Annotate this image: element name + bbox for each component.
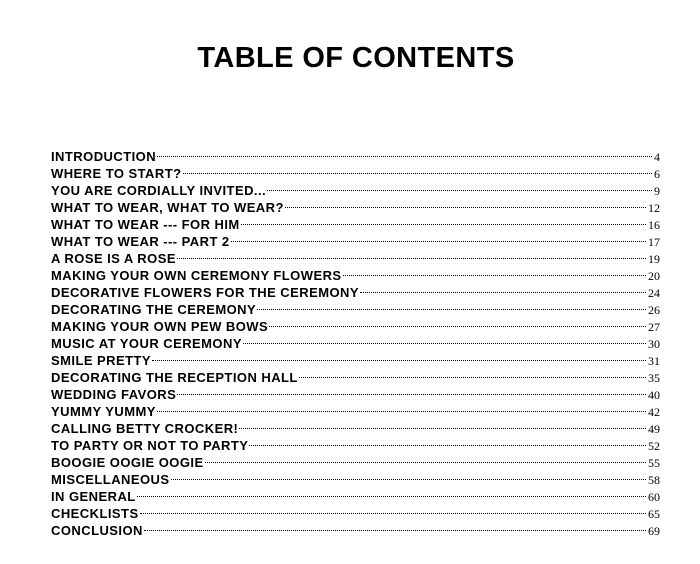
toc-list — [51, 144, 660, 538]
dot-leader — [137, 484, 646, 501]
toc-page-number: 31 — [648, 354, 660, 368]
toc-entry-title: SMILE PRETTY — [51, 353, 152, 368]
toc-page-number: 65 — [648, 507, 660, 521]
toc-entry-title: CONCLUSION — [51, 523, 143, 538]
toc-page-number: 24 — [648, 286, 660, 300]
toc-page-number: 12 — [648, 201, 660, 215]
dot-leader — [241, 212, 646, 229]
dot-leader — [171, 467, 646, 484]
dot-leader — [360, 280, 646, 297]
toc-entry-title: BOOGIE OOGIE OOGIE — [51, 455, 204, 470]
dot-leader — [140, 501, 646, 518]
toc-entry[interactable] — [51, 484, 660, 504]
page-title: TABLE OF CONTENTS — [197, 42, 515, 74]
dot-leader — [257, 297, 646, 314]
toc-page-number: 69 — [648, 524, 660, 538]
toc-entry-title: WHAT TO WEAR, WHAT TO WEAR? — [51, 200, 284, 215]
toc-page-number: 6 — [654, 167, 660, 181]
toc-page-number: 55 — [648, 456, 660, 470]
toc-entry-title: TO PARTY OR NOT TO PARTY — [51, 438, 249, 453]
toc-page-number: 52 — [648, 439, 660, 453]
dot-leader — [152, 348, 646, 365]
toc-page-number: 35 — [648, 371, 660, 385]
toc-page-number: 20 — [648, 269, 660, 283]
toc-entry[interactable] — [51, 518, 660, 538]
toc-page-number: 19 — [648, 252, 660, 266]
toc-entry-title: YUMMY YUMMY — [51, 404, 156, 419]
dot-leader — [177, 382, 646, 399]
toc-entry-title: MAKING YOUR OWN CEREMONY FLOWERS — [51, 268, 342, 283]
dot-leader — [285, 195, 646, 212]
toc-entry-title: WHAT TO WEAR --- PART 2 — [51, 234, 230, 249]
dot-leader — [243, 331, 646, 348]
toc-entry-title: MISCELLANEOUS — [51, 472, 170, 487]
toc-entry-title: MUSIC AT YOUR CEREMONY — [51, 336, 242, 351]
toc-entry-title: CALLING BETTY CROCKER! — [51, 421, 239, 436]
dot-leader — [239, 416, 646, 433]
dot-leader — [183, 161, 653, 178]
toc-entry-title: WEDDING FAVORS — [51, 387, 177, 402]
toc-entry-title: DECORATING THE CEREMONY — [51, 302, 257, 317]
dot-leader — [269, 314, 646, 331]
dot-leader — [299, 365, 646, 382]
toc-entry-title: WHAT TO WEAR --- FOR HIM — [51, 217, 240, 232]
toc-page-number: 40 — [648, 388, 660, 402]
dot-leader — [177, 246, 646, 263]
dot-leader — [144, 518, 646, 535]
dot-leader — [249, 433, 646, 450]
toc-page-number: 58 — [648, 473, 660, 487]
dot-leader — [157, 399, 646, 416]
toc-entry-title: WHERE TO START? — [51, 166, 182, 181]
toc-entry-title: YOU ARE CORDIALLY INVITED... — [51, 183, 267, 198]
toc-entry[interactable] — [51, 144, 660, 164]
toc-entry-title: DECORATING THE RECEPTION HALL — [51, 370, 298, 385]
toc-entry-title: INTRODUCTION — [51, 149, 157, 164]
toc-page-number: 9 — [654, 184, 660, 198]
toc-entry-title: CHECKLISTS — [51, 506, 139, 521]
dot-leader — [205, 450, 646, 467]
dot-leader — [231, 229, 646, 246]
dot-leader — [267, 178, 652, 195]
toc-entry-title: MAKING YOUR OWN PEW BOWS — [51, 319, 269, 334]
toc-page-number: 42 — [648, 405, 660, 419]
toc-page-number: 27 — [648, 320, 660, 334]
toc-entry-title: DECORATIVE FLOWERS FOR THE CEREMONY — [51, 285, 360, 300]
toc-page-number: 30 — [648, 337, 660, 351]
toc-page-number: 26 — [648, 303, 660, 317]
toc-page-number: 60 — [648, 490, 660, 504]
toc-page-number: 4 — [654, 150, 660, 164]
toc-page-number: 16 — [648, 218, 660, 232]
dot-leader — [157, 144, 652, 161]
toc-entry[interactable] — [51, 501, 660, 521]
toc-page-number: 49 — [648, 422, 660, 436]
toc-page-number: 17 — [648, 235, 660, 249]
toc-entry-title: IN GENERAL — [51, 489, 136, 504]
toc-entry-title: A ROSE IS A ROSE — [51, 251, 176, 266]
dot-leader — [343, 263, 646, 280]
